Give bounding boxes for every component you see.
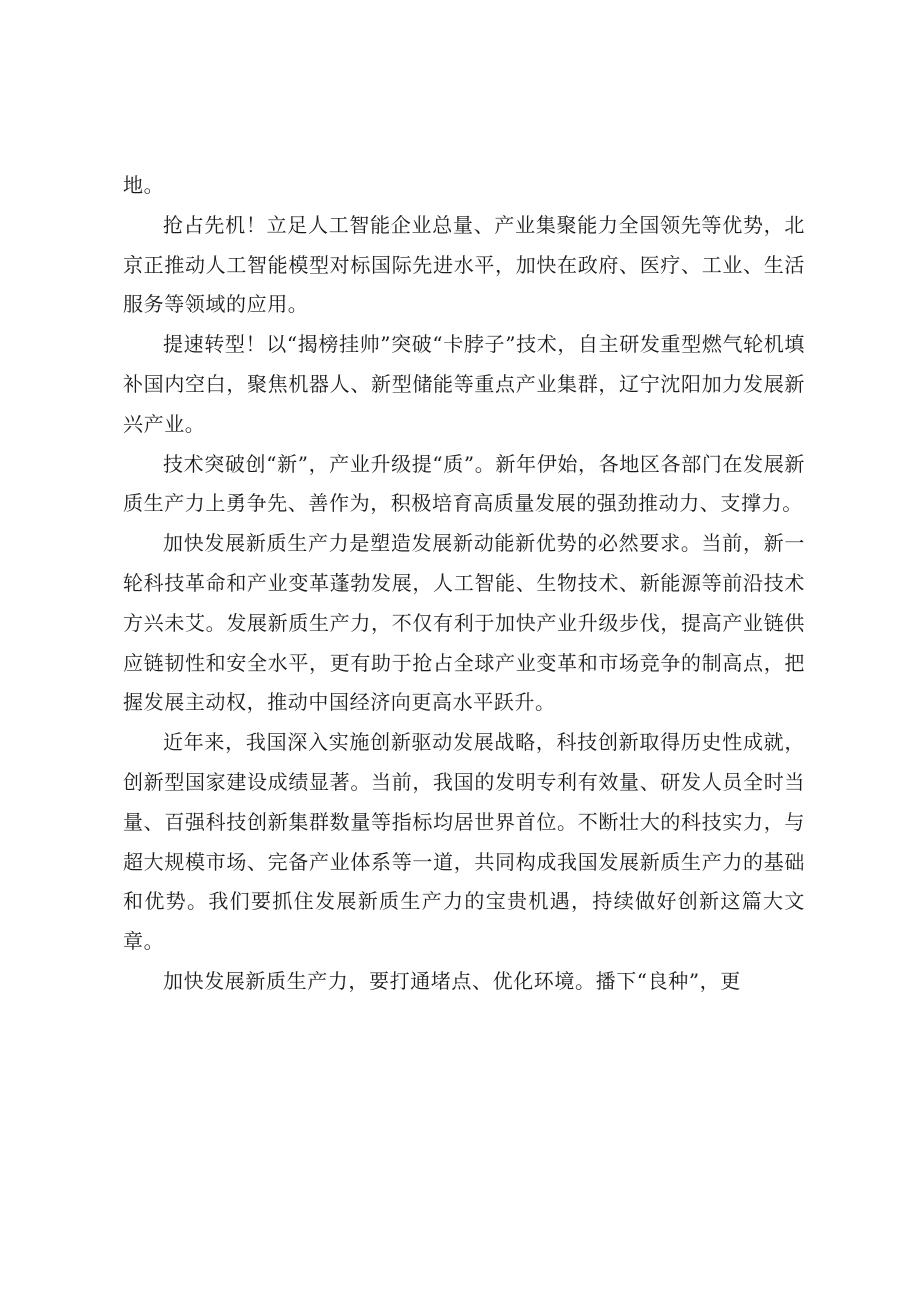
paragraph-beijing-ai: 抢占先机！立足人工智能企业总量、产业集聚能力全国领先等优势，北京正推动人工智能模型对标国际先进水平，加快在政府、医疗、工业、生活服务等领域的应用。 bbox=[123, 212, 805, 317]
paragraph-new-productivity: 加快发展新质生产力是塑造发展新动能新优势的必然要求。当前，新一轮科技革命和产业变革蓬勃发展，人工智能、生物技术、新能源等前沿技术方兴未艾。发展新质生产力，不仅有利于加快产业升级步伐，提高产业链供应链韧性和安全水平，更有助于抢占全球产业变革和市场竞争的制高点，把握发展主动权，推动中国经济向更高水平跃升。 bbox=[123, 531, 805, 715]
paragraph-continuation: 地。 bbox=[123, 173, 165, 197]
paragraph-optimize-environment: 加快发展新质生产力，要打通堵点、优化环境。播下“良种”，更 bbox=[163, 968, 741, 993]
paragraph-tech-breakthrough: 技术突破创“新”，产业升级提“质”。新年伊始，各地区各部门在发展新质生产力上勇争先、善作为，积极培育高质量发展的强劲推动力、支撑力。 bbox=[123, 451, 805, 516]
paragraph-shenyang-industry: 提速转型！以“揭榜挂帅”突破“卡脖子”技术，自主研发重型燃气轮机填补国内空白，聚焦机器人、新型储能等重点产业集群，辽宁沈阳加力发展新兴产业。 bbox=[123, 332, 805, 436]
document-body bbox=[123, 166, 805, 1002]
paragraph-innovation-strategy: 近年来，我国深入实施创新驱动发展战略，科技创新取得历史性成就，创新型国家建设成绩显著。当前，我国的发明专利有效量、研发人员全时当量、百强科技创新集群数量等指标均居世界首位。不断壮大的科技实力，与超大规模市场、完备产业体系等一道，共同构成我国发展新质生产力的基础和优势。我们要抓住发展新质生产力的宝贵机遇，持续做好创新这篇大文章。 bbox=[123, 730, 805, 954]
